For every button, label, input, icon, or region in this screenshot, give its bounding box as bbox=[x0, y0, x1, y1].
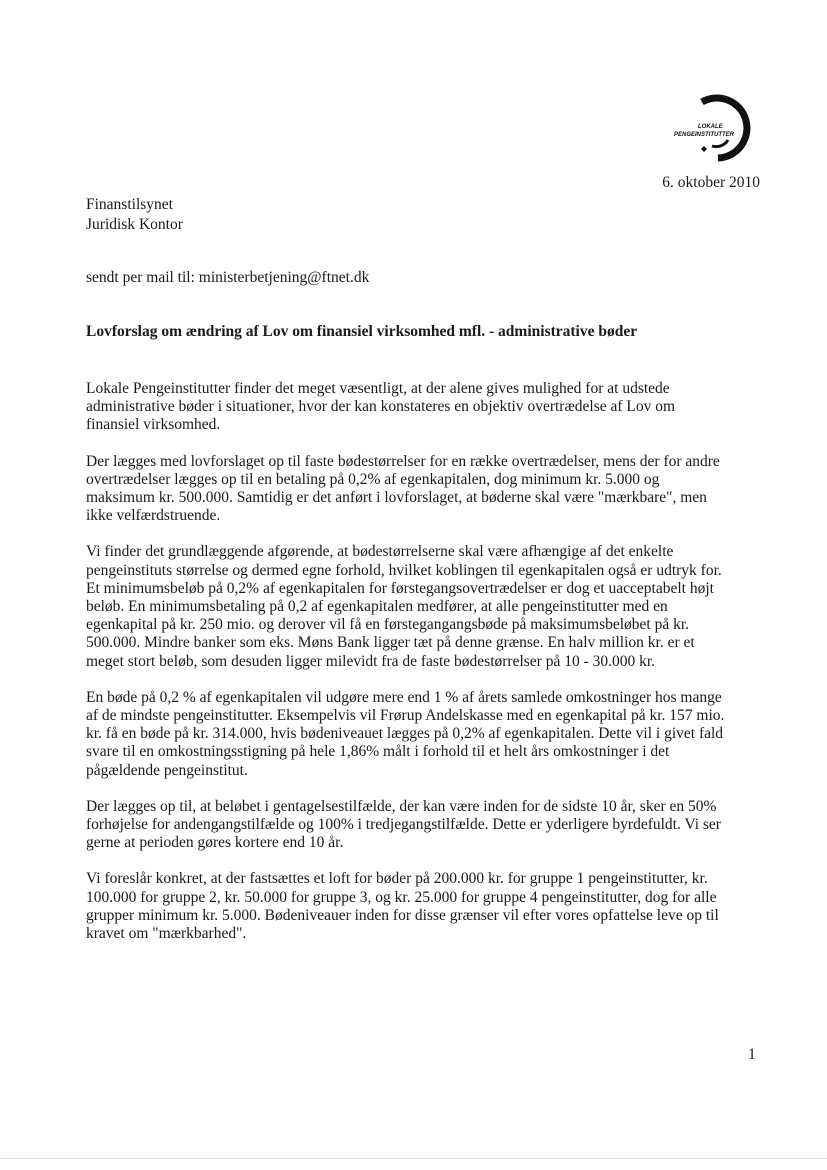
paragraph-1 bbox=[86, 380, 766, 435]
paragraph-2 bbox=[86, 453, 766, 526]
text-line: kravet om "mærkbarhed". bbox=[86, 925, 247, 943]
text-line: En bøde på 0,2 % af egenkapitalen vil udgøre mere end 1 % af årets samlede omkostninger hos mange bbox=[86, 688, 722, 706]
text-line: maksimum kr. 500.000. Samtidig er det anført i lovforslaget, at bøderne skal være "mærkbare", men bbox=[86, 489, 707, 507]
text-line: af de mindste pengeinstitutter. Eksempelvis vil Frørup Andelskasse med en egenkapital på kr. 157 mio. bbox=[86, 707, 725, 725]
scan-edge-divider bbox=[0, 1158, 827, 1159]
sent-by-mail-line: sendt per mail til: ministerbetjening@ftnet.dk bbox=[86, 269, 370, 286]
logo-text-line1: LOKALE bbox=[698, 124, 723, 130]
text-line: beløb. En minimumsbetaling på 0,2 af egenkapitalen medfører, at alle pengeinstitutter med en bbox=[86, 598, 668, 616]
text-line: finansiel virksomhed. bbox=[86, 416, 221, 434]
text-line: Der lægges op til, at beløbet i gentagelsestilfælde, der kan være inden for de sidste 10 år, sker en 50% bbox=[86, 797, 717, 815]
text-line: Vi foreslår konkret, at der fastsættes et loft for bøder på 200.000 kr. for gruppe 1 pengeinstitutter, kr. bbox=[86, 870, 708, 888]
text-line: forhøjelse for andengangstilfælde og 100% i tredjegangstilfælde. Dette er yderligere byrdefuldt. Vi ser bbox=[86, 816, 721, 834]
text-line: pågældende pengeinstitut. bbox=[86, 761, 248, 779]
letter-date: 6. oktober 2010 bbox=[662, 174, 760, 191]
recipient-department: Juridisk Kontor bbox=[86, 216, 183, 233]
text-line: meget stort beløb, som desuden ligger milevidt fra de faste bødestørrelser på 10 - 30.000 kr. bbox=[86, 652, 656, 670]
text-line: 500.000. Mindre banker som eks. Møns Bank ligger tæt på denne grænse. En halv million kr. er et bbox=[86, 634, 695, 652]
paragraph-3 bbox=[86, 543, 766, 670]
text-line: egenkapital på kr. 250 mio. og derover vil få en førstegangangsbøde på maksimumsbeløbet på kr. bbox=[86, 616, 690, 634]
recipient-name: Finanstilsynet bbox=[86, 196, 173, 213]
paragraph-5 bbox=[86, 798, 766, 853]
text-line: pengeinstituts størrelse og dermed egne forhold, hvilket koblingen til egenkapitalen også er udtryk for. bbox=[86, 561, 722, 579]
text-line: Der lægges med lovforslaget op til faste bødestørrelser for en række overtrædelser, mens der for andre bbox=[86, 452, 720, 470]
text-line: gerne at perioden gøres kortere end 10 år. bbox=[86, 834, 344, 852]
logo-text-line2: PENGEINSTITUTTER bbox=[674, 132, 735, 138]
text-line: Vi finder det grundlæggende afgørende, at bødestørrelserne skal være afhængige af det enkelte bbox=[86, 543, 674, 561]
letter-body bbox=[86, 380, 766, 961]
text-line: administrative bøder i situationer, hvor der kan konstateres en objektiv overtrædelse af Lov om bbox=[86, 398, 676, 416]
text-line: 100.000 for gruppe 2, kr. 50.000 for gruppe 3, og kr. 25.000 for gruppe 4 pengeinstitutter, dog for alle bbox=[86, 888, 717, 906]
paragraph-6 bbox=[86, 870, 766, 943]
text-line: overtrædelser lægges op til en betaling på 0,2% af egenkapitalen, dog minimum kr. 5.000 og bbox=[86, 470, 660, 488]
text-line: svare til en omkostningsstigning på hele 1,86% målt i forhold til et helt års omkostninger i det bbox=[86, 743, 670, 761]
text-line: grupper minimum kr. 5.000. Bødeniveauer inden for disse grænser vil efter vores opfattelse leve op til bbox=[86, 906, 719, 924]
paragraph-4 bbox=[86, 689, 766, 780]
text-line: Lokale Pengeinstitutter finder det meget væsentligt, at der alene gives mulighed for at udstede bbox=[86, 380, 670, 397]
recipient-block bbox=[86, 195, 183, 235]
letter-subject: Lovforslag om ændring af Lov om finansiel virksomhed mfl. - administrative bøder bbox=[86, 323, 638, 340]
text-line: kr. få en bøde på kr. 314.000, hvis bødeniveauet lægges på 0,2% af egenkapitalen. Dette vil i givet fald bbox=[86, 725, 724, 743]
page-number: 1 bbox=[748, 1046, 756, 1063]
text-line: ikke velfærdstruende. bbox=[86, 507, 221, 525]
lokale-pengeinstitutter-logo bbox=[672, 88, 756, 164]
text-line: Et minimumsbeløb på 0,2% af egenkapitalen for førstegangsovertrædelser er dog et uacceptabelt højt bbox=[86, 579, 714, 597]
